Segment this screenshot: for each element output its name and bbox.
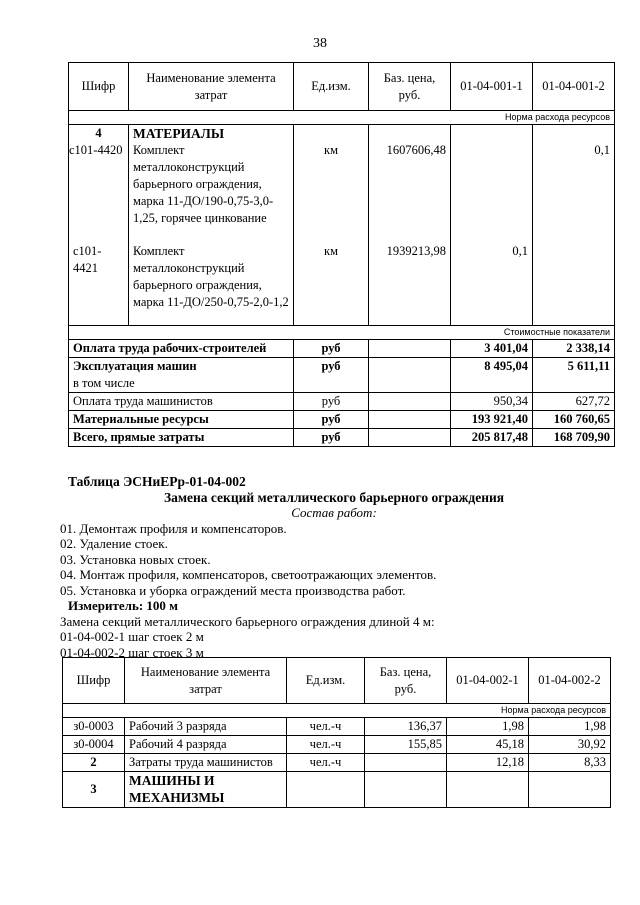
work-item: 03. Установка новых стоек. xyxy=(60,551,211,567)
resource-table-1 xyxy=(68,62,615,447)
norma-label: Норма расхода ресурсов xyxy=(69,111,615,125)
row-v2: 1,98 xyxy=(529,718,611,736)
header-code: Шифр xyxy=(69,63,129,111)
material-v1: 0,1 xyxy=(451,237,533,326)
material-code: с101-4420 xyxy=(69,143,123,157)
header-unit: Ед.изм. xyxy=(294,63,369,111)
header-price: Баз. цена, руб. xyxy=(369,63,451,111)
work-item: 04. Монтаж профиля, компенсаторов, светоотражающих элементов. xyxy=(60,567,437,582)
work-item: 02. Удаление стоек. xyxy=(60,536,168,551)
row-code: з0-0003 xyxy=(63,718,125,736)
row-v1: 12,18 xyxy=(447,754,529,772)
material-code: с101-4421 xyxy=(69,237,129,326)
cost-row-v2: 627,72 xyxy=(533,393,615,411)
cost-row-v1: 205 817,48 xyxy=(451,429,533,447)
page-number: 38 xyxy=(313,36,327,51)
measure: Измеритель: 100 м xyxy=(68,598,179,613)
cost-row-v1: 950,34 xyxy=(451,393,533,411)
section-number: 4 xyxy=(95,126,102,140)
row-v2: 8,33 xyxy=(529,754,611,772)
cost-row-v1: 8 495,04 xyxy=(451,358,533,393)
row-v2: 30,92 xyxy=(529,736,611,754)
header-code: Шифр xyxy=(63,658,125,704)
norma-label: Норма расхода ресурсов xyxy=(63,704,611,718)
cost-row-name: Оплата труда рабочих-строителей xyxy=(69,340,294,358)
cost-row-name: Эксплуатация машин xyxy=(73,359,197,373)
cost-row-v2: 2 338,14 xyxy=(533,340,615,358)
section-title: МАШИНЫ И МЕХАНИЗМЫ xyxy=(125,772,287,808)
section-number: 3 xyxy=(63,772,125,808)
cost-row-v1: 193 921,40 xyxy=(451,411,533,429)
material-v2: 0,1 xyxy=(533,125,615,238)
variant: 01-04-002-1 шаг стоек 2 м xyxy=(60,629,204,644)
material-unit: км xyxy=(294,237,369,326)
row-name: Рабочий 4 разряда xyxy=(125,736,287,754)
row-unit: чел.-ч xyxy=(287,718,365,736)
cost-row-unit: руб xyxy=(294,358,369,393)
row-name: Затраты труда машинистов xyxy=(125,754,287,772)
header-name: Наименование элемента затрат xyxy=(129,63,294,111)
row-price: 136,37 xyxy=(365,718,447,736)
cost-row-unit: руб xyxy=(294,393,369,411)
section-title: МАТЕРИАЛЫ xyxy=(133,126,225,141)
row-price xyxy=(365,754,447,772)
work-item: 05. Установка и уборка ограждений места производства работ. xyxy=(60,582,406,598)
table-title: Таблица ЭСНиЕРр-01-04-002 xyxy=(68,474,246,489)
row-v1: 1,98 xyxy=(447,718,529,736)
cost-row-unit: руб xyxy=(294,429,369,447)
section2-title: Замена секций металлического барьерного ограждения xyxy=(163,489,505,505)
cost-row-v2: 160 760,65 xyxy=(533,411,615,429)
material-unit: км xyxy=(294,125,369,238)
resource-table-2 xyxy=(62,657,611,808)
row-code: 2 xyxy=(63,754,125,772)
cost-row-sub: в том числе xyxy=(73,376,135,390)
cost-row-name: Материальные ресурсы xyxy=(69,411,294,429)
variant: 01-04-002-2 шаг стоек 3 м xyxy=(60,644,204,660)
section-materials xyxy=(69,125,129,238)
cost-row-name: Всего, прямые затраты xyxy=(69,429,294,447)
description: Замена секций металлического барьерного ограждения длиной 4 м: xyxy=(60,613,435,629)
material-price: 1607606,48 xyxy=(369,125,451,238)
material-name: Комплект металлоконструкций барьерного ограждения, марка 11-ДО/190-0,75-3,0-1,25, горячее цинкование xyxy=(133,143,274,225)
material-v1 xyxy=(451,125,533,238)
work-item: 01. Демонтаж профиля и компенсаторов. xyxy=(60,520,287,536)
cost-row-v1: 3 401,04 xyxy=(451,340,533,358)
cost-row-unit: руб xyxy=(294,340,369,358)
cost-row-unit: руб xyxy=(294,411,369,429)
row-v1: 45,18 xyxy=(447,736,529,754)
row-name: Рабочий 3 разряда xyxy=(125,718,287,736)
section2-text xyxy=(60,474,620,660)
header-col1: 01-04-001-1 xyxy=(451,63,533,111)
cost-label: Стоимостные показатели xyxy=(69,326,615,340)
header-col1: 01-04-002-1 xyxy=(447,658,529,704)
cost-row-v2: 168 709,90 xyxy=(533,429,615,447)
cost-row-v2: 5 611,11 xyxy=(533,358,615,393)
header-price: Баз. цена, руб. xyxy=(365,658,447,704)
material-v2 xyxy=(533,237,615,326)
row-unit: чел.-ч xyxy=(287,754,365,772)
header-col2: 01-04-002-2 xyxy=(529,658,611,704)
row-code: з0-0004 xyxy=(63,736,125,754)
row-price: 155,85 xyxy=(365,736,447,754)
cost-row-name: Оплата труда машинистов xyxy=(69,393,294,411)
material-price: 1939213,98 xyxy=(369,237,451,326)
header-unit: Ед.изм. xyxy=(287,658,365,704)
header-col2: 01-04-001-2 xyxy=(533,63,615,111)
composition-title: Состав работ: xyxy=(291,505,377,520)
row-unit: чел.-ч xyxy=(287,736,365,754)
material-name: Комплект металлоконструкций барьерного ограждения, марка 11-ДО/250-0,75-2,0-1,2 xyxy=(129,237,294,326)
header-name: Наименование элемента затрат xyxy=(125,658,287,704)
